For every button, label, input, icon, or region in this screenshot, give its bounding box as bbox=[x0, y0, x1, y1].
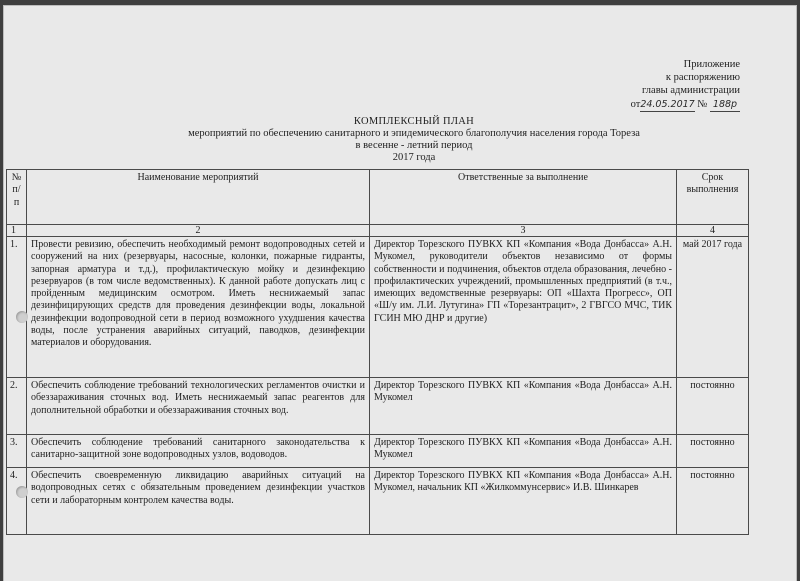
column-number: 1 bbox=[7, 225, 27, 237]
deadline-cell: постоянно bbox=[677, 378, 749, 435]
column-number: 4 bbox=[677, 225, 749, 237]
table-row bbox=[7, 435, 749, 468]
activity-cell: Обеспечить своевременную ликвидацию аварийных ситуаций на водопроводных сетях с обязательным проведением дезинфекции участков сети и лабораторным контролем качества воды. bbox=[27, 468, 370, 535]
row-number: 2. bbox=[7, 378, 27, 435]
column-number: 3 bbox=[370, 225, 677, 237]
appendix-line-1: Приложение bbox=[683, 59, 740, 70]
document-page bbox=[4, 6, 796, 581]
responsible-cell: Директор Торезского ПУВКХ КП «Компания «Вода Донбасса» А.Н. Мукомел bbox=[370, 378, 677, 435]
title-line-2: мероприятий по обеспечению санитарного и эпидемического благополучия населения города Тореза bbox=[188, 128, 640, 139]
title-line-3: в весенне - летний период bbox=[355, 140, 473, 151]
date-prefix: от bbox=[630, 99, 641, 110]
deadline-cell: май 2017 года bbox=[677, 237, 749, 378]
activity-cell: Провести ревизию, обеспечить необходимый ремонт водопроводных сетей и сооружений на них (резервуары, насосные, колонки, пожарные гидранты, запорная арматура и т.д.), профилактическую мойку и дезинфекцию резервуаров (в том числе ведомственных). К данной работе допускать лиц с пройденным медицинским осмотром. Иметь неснижаемый запас дезинфицирующих средств для проведения дезинфекции воды, локальной дезинфекции водопроводной сети в период возможного ухудшения качества воды, после устранения аварийных ситуаций, паводков, дезинфекции материалов и оборудования. bbox=[27, 237, 370, 378]
handwritten-date: 24.05.2017 bbox=[640, 99, 695, 110]
table-row bbox=[7, 237, 749, 378]
document-title bbox=[134, 116, 694, 164]
row-number: 4. bbox=[7, 468, 27, 535]
responsible-cell: Директор Торезского ПУВКХ КП «Компания «Вода Донбасса» А.Н. Мукомел, руководители объектов независимо от формы собственности и подчинения, объектов отдела образования, лечебно - профилактических учреждений, промышленных предприятий (в т.ч., имеющих ведомственные резервуары: ОП «Шахта Прогресс», ОП «Ш/у им. Л.И. Лутугина» ГП «Торезантрацит», 2 ГВГСО МЧС, ТИК ГСИН МЮ ДНР и другие) bbox=[370, 237, 677, 378]
table-row bbox=[7, 378, 749, 435]
plan-table bbox=[6, 169, 749, 535]
row-number: 1. bbox=[7, 237, 27, 378]
header-number: № п/п bbox=[7, 170, 27, 225]
handwritten-number: 188р bbox=[710, 98, 740, 112]
punch-hole bbox=[16, 311, 28, 323]
activity-cell: Обеспечить соблюдение требований технологических регламентов очистки и обеззараживания сточных вод. Иметь неснижаемый запас реагентов для дополнительной обработки и обеззараживания сточных вод. bbox=[27, 378, 370, 435]
punch-hole bbox=[16, 486, 28, 498]
appendix-line-3: главы администрации bbox=[642, 85, 740, 96]
number-sign: № bbox=[697, 99, 708, 110]
table-row bbox=[7, 468, 749, 535]
column-number-row bbox=[7, 225, 749, 237]
header-responsible: Ответственные за выполнение bbox=[370, 170, 677, 225]
title-line-4: 2017 года bbox=[392, 152, 436, 163]
header-activity: Наименование мероприятий bbox=[27, 170, 370, 225]
deadline-cell: постоянно bbox=[677, 468, 749, 535]
appendix-line-2: к распоряжению bbox=[665, 72, 740, 83]
activity-cell: Обеспечить соблюдение требований санитарного законодательства к санитарно-защитной зоне водопроводных узлов, водоводов. bbox=[27, 435, 370, 468]
table-header-row bbox=[7, 170, 749, 225]
title-main: КОМПЛЕКСНЫЙ ПЛАН bbox=[353, 116, 475, 127]
row-number: 3. bbox=[7, 435, 27, 468]
deadline-cell: постоянно bbox=[677, 435, 749, 468]
responsible-cell: Директор Торезского ПУВКХ КП «Компания «Вода Донбасса» А.Н. Мукомел, начальник КП «Жилкоммунсервис» И.В. Шинкарев bbox=[370, 468, 677, 535]
appendix-block bbox=[631, 58, 740, 112]
appendix-date-line bbox=[631, 98, 740, 112]
responsible-cell: Директор Торезского ПУВКХ КП «Компания «Вода Донбасса» А.Н. Мукомел bbox=[370, 435, 677, 468]
header-deadline: Срок выполнения bbox=[677, 170, 749, 225]
column-number: 2 bbox=[27, 225, 370, 237]
